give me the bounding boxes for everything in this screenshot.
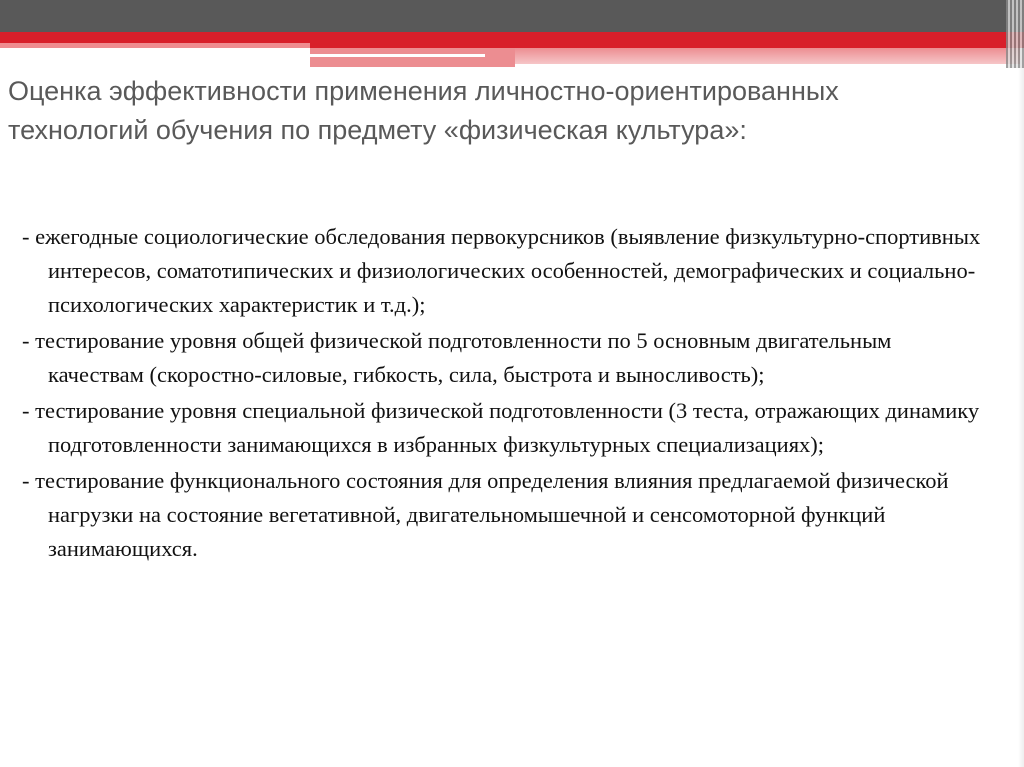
header-pink-strip xyxy=(0,43,310,48)
header-stripes xyxy=(1006,0,1024,68)
slide-title: Оценка эффективности применения личностно-ориентированных технологий обучения по предмету «физическая культура»: xyxy=(8,76,839,145)
list-item: - тестирование уровня общей физической подготовленности по 5 основным двигательным качествам (скоростно-силовые, гибкость, сила, быстрота и выносливость); xyxy=(22,328,892,387)
list-item: - тестирование уровня специальной физической подготовленности (3 теста, отражающих динамику подготовленности занимающихся в избранных физкультурных специализациях); xyxy=(22,398,980,457)
header-pink-block xyxy=(310,48,515,67)
header-white-line xyxy=(310,54,485,57)
slide-body xyxy=(22,220,982,568)
right-edge-shadow xyxy=(1018,68,1024,767)
list-item: - тестирование функционального состояния для определения влияния предлагаемой физической нагрузки на состояние вегетативной, двигательномышечной и сенсомоторной функций занимающихся. xyxy=(22,468,949,561)
header-dark-band xyxy=(0,0,1024,32)
list-item: - ежегодные социологические обследования первокурсников (выявление физкультурно-спортивных интересов, соматотипических и физиологических особенностей, демографических и социально-психологических характеристик и т.д.); xyxy=(22,224,981,317)
header-pink-strip-right xyxy=(515,48,1020,64)
